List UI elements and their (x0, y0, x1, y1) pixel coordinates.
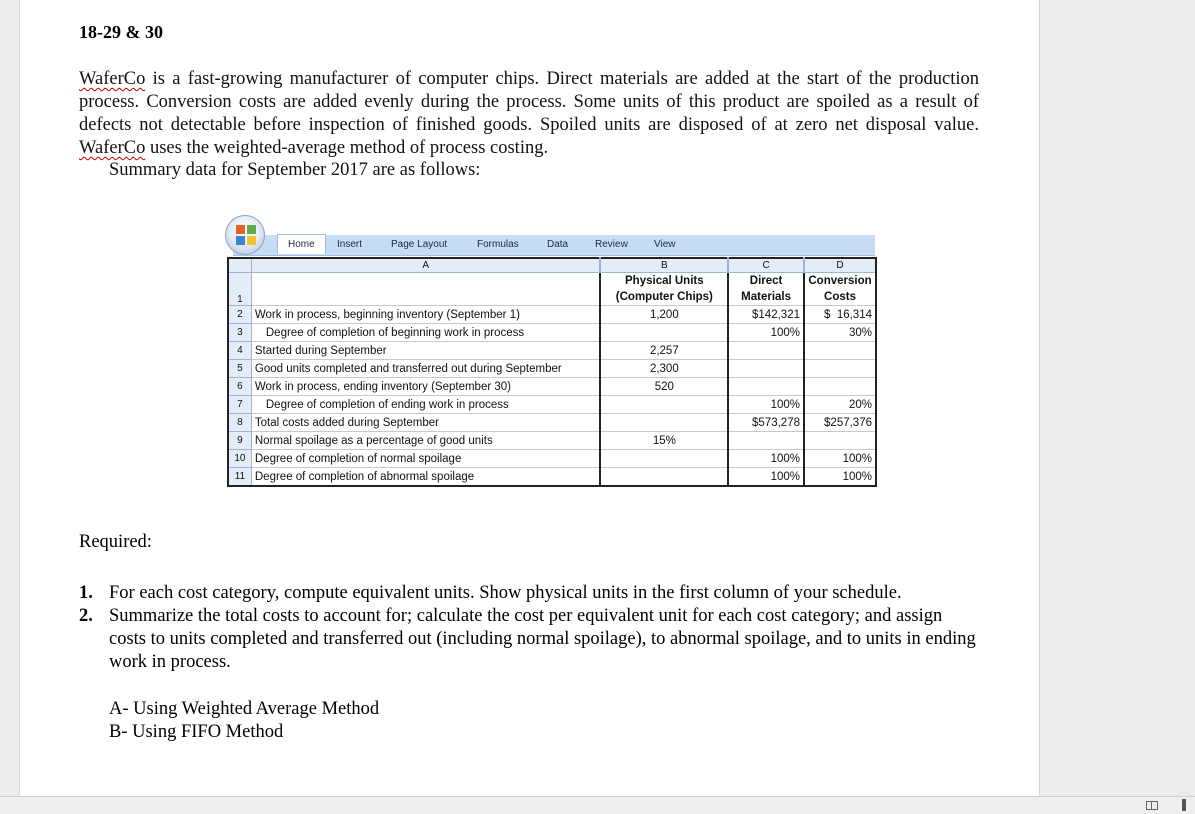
zoom-slider-handle[interactable] (1182, 799, 1186, 811)
cell-conversion-costs[interactable] (804, 342, 876, 360)
intro-text-2: uses the weighted-average method of process costing. (145, 138, 549, 158)
cell-conversion-costs[interactable]: 100% (804, 450, 876, 468)
cell-direct-materials[interactable]: 100% (728, 468, 804, 487)
tab-view[interactable]: View (654, 239, 676, 250)
spreadsheet-grid (227, 257, 877, 487)
cell-direct-materials[interactable]: $142,321 (728, 306, 804, 324)
row-number[interactable]: 6 (228, 378, 251, 396)
column-header-d[interactable]: D (804, 258, 876, 273)
select-all-corner[interactable] (228, 258, 251, 273)
cell-physical-units[interactable] (600, 450, 728, 468)
table-row (228, 396, 876, 414)
header-line: Physical Units (625, 275, 704, 287)
column-header-a[interactable]: A (251, 258, 600, 273)
list-item (79, 605, 980, 674)
cell-physical-units[interactable]: 15% (600, 432, 728, 450)
ribbon-tabs (233, 235, 875, 256)
header-line: (Computer Chips) (615, 291, 713, 303)
cell-direct-materials-header[interactable] (728, 273, 804, 306)
table-row (228, 450, 876, 468)
cell-description[interactable]: Degree of completion of abnormal spoilage (251, 468, 600, 487)
table-row (228, 432, 876, 450)
column-header-b[interactable]: B (600, 258, 728, 273)
company-name: WaferCo (79, 138, 146, 158)
cell-conversion-costs[interactable] (804, 378, 876, 396)
table-row (228, 342, 876, 360)
tab-data[interactable]: Data (547, 239, 569, 250)
cell-direct-materials[interactable] (728, 360, 804, 378)
cell-direct-materials[interactable] (728, 342, 804, 360)
tab-page-layout[interactable]: Page Layout (391, 239, 448, 250)
cell-direct-materials[interactable] (728, 378, 804, 396)
cell-description[interactable]: Degree of completion of normal spoilage (251, 450, 600, 468)
cell-physical-units[interactable] (600, 414, 728, 432)
cell-physical-units[interactable]: 2,300 (600, 360, 728, 378)
row-number[interactable]: 2 (228, 306, 251, 324)
cell-conversion-costs[interactable] (804, 360, 876, 378)
company-name: WaferCo (79, 69, 146, 89)
cell-conversion-costs[interactable] (804, 432, 876, 450)
row-number[interactable]: 7 (228, 396, 251, 414)
header-line: Direct (749, 275, 783, 287)
column-header-row (228, 258, 876, 273)
row-number[interactable]: 8 (228, 414, 251, 432)
header-line: Costs (824, 291, 856, 303)
header-line: Materials (741, 291, 792, 303)
intro-text-1: is a fast-growing manufacturer of computer chips. Direct materials are added at the start of the production process. Conversion costs are added evenly during the process. Some units of this product are spoiled as a result of defects not detectable before inspection of finished goods. Spoiled units are disposed of at zero net disposal value. (79, 69, 979, 135)
cell-physical-units-header[interactable] (600, 273, 728, 306)
cell-description[interactable]: Started during September (251, 342, 600, 360)
office-logo-icon (236, 225, 256, 245)
cell-description[interactable]: Normal spoilage as a percentage of good units (251, 432, 600, 450)
list-item (79, 582, 980, 605)
row-number[interactable]: 4 (228, 342, 251, 360)
cell-direct-materials[interactable]: 100% (728, 450, 804, 468)
row-number[interactable]: 9 (228, 432, 251, 450)
cell-conversion-costs[interactable]: 20% (804, 396, 876, 414)
row-number[interactable]: 3 (228, 324, 251, 342)
row-number[interactable]: 11 (228, 468, 251, 487)
header-line: Conversion (808, 275, 872, 287)
table-row (228, 324, 876, 342)
print-layout-icon[interactable] (1146, 801, 1158, 810)
required-label: Required: (79, 532, 152, 552)
item-text: Summarize the total costs to account for; calculate the cost per equivalent unit for each cost category; and assign costs to units completed and transferred out (including normal spoilage), to abnormal spoilage, and to units in ending work in process. (109, 606, 976, 672)
office-button-icon[interactable] (225, 215, 265, 255)
column-header-c[interactable]: C (728, 258, 804, 273)
item-text: For each cost category, compute equivalent units. Show physical units in the first column of your schedule. (109, 583, 902, 603)
cell-description[interactable]: Work in process, beginning inventory (September 1) (251, 306, 600, 324)
cell-direct-materials[interactable]: 100% (728, 396, 804, 414)
excel-screenshot (225, 215, 877, 502)
cell-conversion-costs[interactable]: $ 16,314 (804, 306, 876, 324)
tab-insert[interactable]: Insert (337, 239, 363, 250)
cell-conversion-costs[interactable]: $257,376 (804, 414, 876, 432)
cell-physical-units[interactable]: 1,200 (600, 306, 728, 324)
cell-conversion-costs-header[interactable] (804, 273, 876, 306)
problem-intro (79, 68, 979, 160)
item-number: 1. (79, 583, 93, 603)
cell-description[interactable]: Good units completed and transferred out during September (251, 360, 600, 378)
cell-description[interactable]: Degree of completion of beginning work in process (251, 324, 600, 342)
table-row (228, 306, 876, 324)
row-number[interactable]: 10 (228, 450, 251, 468)
cell[interactable] (251, 273, 600, 306)
method-b: B- Using FIFO Method (109, 722, 284, 742)
method-a: A- Using Weighted Average Method (109, 699, 380, 719)
cell-physical-units[interactable]: 520 (600, 378, 728, 396)
item-number: 2. (79, 606, 93, 626)
cell-direct-materials[interactable]: 100% (728, 324, 804, 342)
cell-physical-units[interactable] (600, 324, 728, 342)
requirements-list (79, 582, 980, 674)
cell-conversion-costs[interactable]: 100% (804, 468, 876, 487)
cell-physical-units[interactable] (600, 468, 728, 487)
tab-review[interactable]: Review (595, 239, 628, 250)
status-bar (0, 796, 1195, 814)
tab-home[interactable]: Home (277, 234, 326, 254)
cell-physical-units[interactable]: 2,257 (600, 342, 728, 360)
summary-line: Summary data for September 2017 are as follows: (109, 160, 481, 180)
table-row (228, 360, 876, 378)
tab-formulas[interactable]: Formulas (477, 239, 519, 250)
cell-description[interactable]: Work in process, ending inventory (September 30) (251, 378, 600, 396)
cell-direct-materials[interactable] (728, 432, 804, 450)
table-row (228, 414, 876, 432)
cell-description[interactable]: Total costs added during September (251, 414, 600, 432)
row-number[interactable]: 5 (228, 360, 251, 378)
cell-physical-units[interactable] (600, 396, 728, 414)
cell-direct-materials[interactable]: $573,278 (728, 414, 804, 432)
cell-conversion-costs[interactable]: 30% (804, 324, 876, 342)
problem-heading: 18-29 & 30 (79, 22, 163, 42)
methods-list (109, 698, 379, 744)
row-number[interactable]: 1 (228, 273, 251, 306)
table-row (228, 378, 876, 396)
cell-description[interactable]: Degree of completion of ending work in process (251, 396, 600, 414)
table-row (228, 468, 876, 487)
table-row (228, 273, 876, 306)
